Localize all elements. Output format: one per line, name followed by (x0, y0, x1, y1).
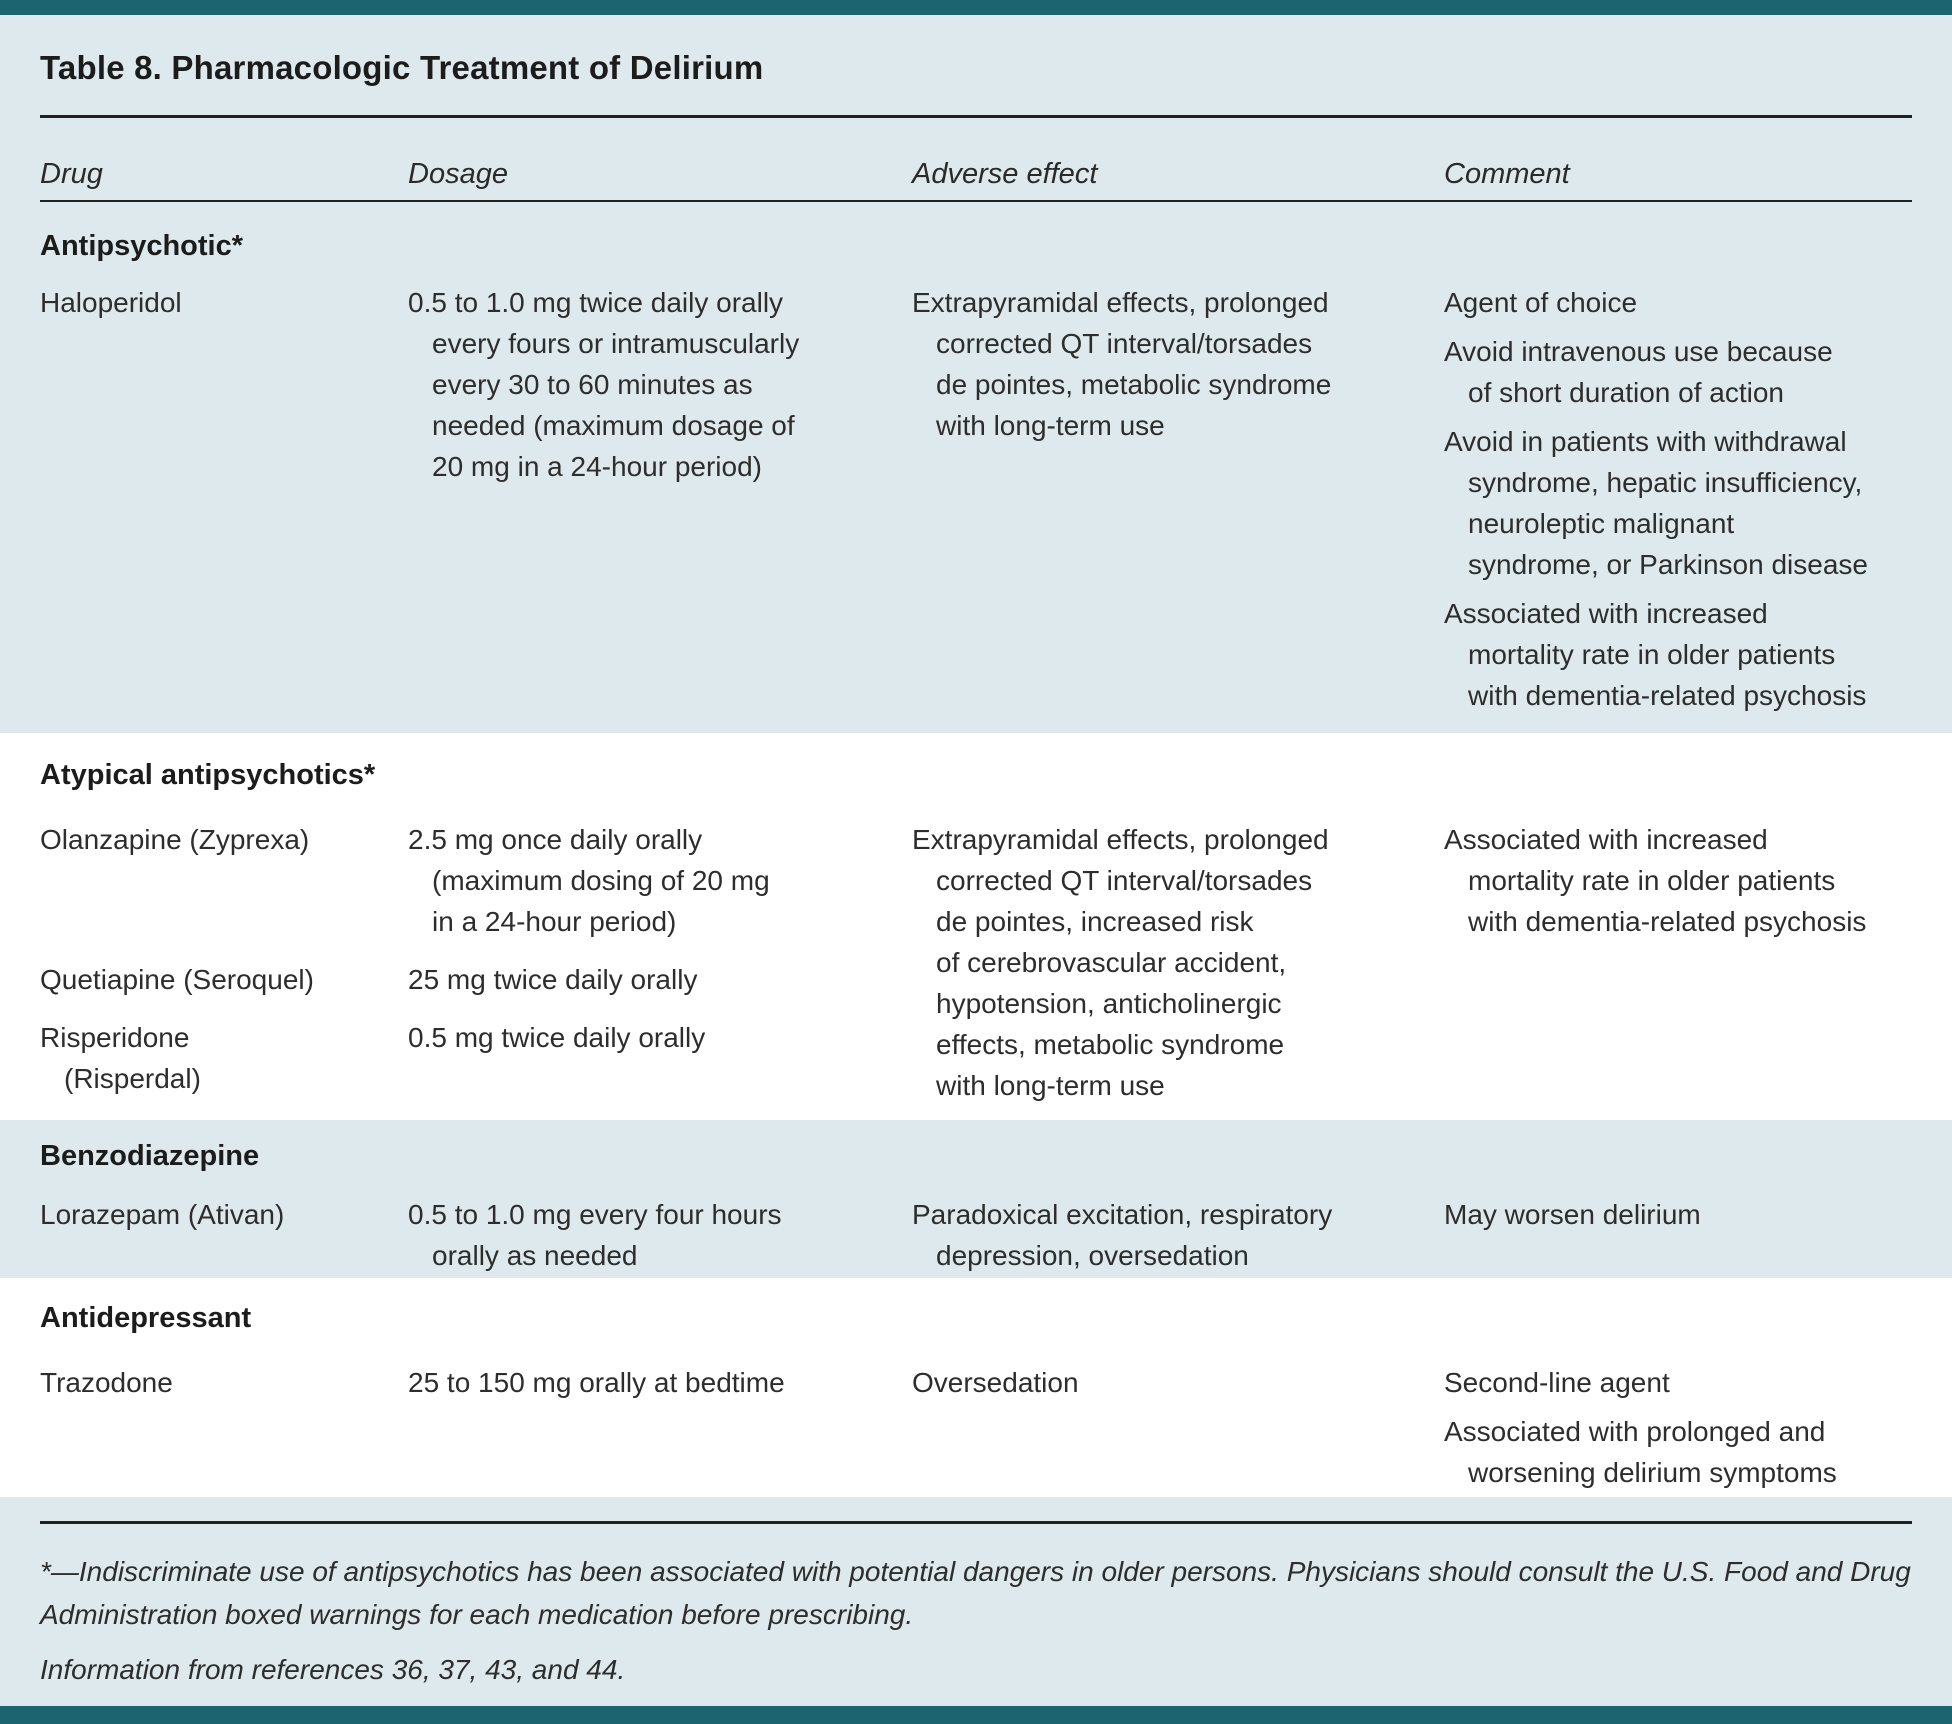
dosage-cell: 0.5 to 1.0 mg every four hours orally as needed (408, 1199, 782, 1271)
adverse-effect-cell: Extrapyramidal effects, prolonged corrected QT interval/torsades de pointes, metabolic syndrome with long-term use (912, 287, 1332, 441)
drug-cell: Quetiapine (Seroquel) (40, 964, 314, 995)
comment-item: Associated with prolonged and worsening delirium symptoms (1444, 1416, 1837, 1488)
adverse-effect-cell: Extrapyramidal effects, prolonged corrected QT interval/torsades de pointes, increased risk of cerebrovascular accident, hypotension, anticholinergic effects, metabolic syndrome with long-term use (912, 824, 1329, 1101)
table-row (40, 1194, 1912, 1276)
footnotes (40, 1550, 1912, 1691)
column-header-row (40, 158, 1912, 190)
drug-cell: Lorazepam (Ativan) (40, 1199, 285, 1230)
col-header-adverse-effect: Adverse effect (912, 158, 1098, 190)
section-atypical-antipsychotics (0, 733, 1952, 1120)
dosage-cell: 25 to 150 mg orally at bedtime (408, 1367, 785, 1398)
table-row (40, 1362, 1912, 1493)
dosage-cell: 25 mg twice daily orally (408, 964, 698, 995)
col-header-comment: Comment (1444, 158, 1570, 190)
section-heading-benzodiazepine: Benzodiazepine (40, 1140, 260, 1172)
table-row-group (40, 819, 1912, 1106)
section-heading-atypical-antipsychotics: Atypical antipsychotics* (40, 759, 376, 791)
comment-item: Avoid intravenous use because of short duration of action (1444, 336, 1833, 408)
col-header-drug: Drug (40, 158, 103, 190)
col-header-dosage: Dosage (408, 158, 508, 190)
section-antidepressant (0, 1278, 1952, 1497)
comment-cell (1444, 1362, 1912, 1493)
drug-cell: Risperidone (Risperdal) (40, 1022, 201, 1094)
drug-cell: Haloperidol (40, 287, 182, 318)
footnote-rule (40, 1521, 1912, 1524)
section-benzodiazepine (0, 1120, 1952, 1278)
comment-cell (1444, 819, 1912, 1106)
footnote-source: Information from references 36, 37, 43, and 44. (40, 1654, 626, 1685)
drug-cell: Trazodone (40, 1367, 173, 1398)
dosage-cell: 0.5 mg twice daily orally (408, 1022, 706, 1053)
table-title: Table 8. Pharmacologic Treatment of Delirium (40, 49, 764, 86)
bottom-accent-bar (0, 1706, 1952, 1724)
section-antipsychotic (0, 15, 1952, 733)
adverse-effect-cell: Paradoxical excitation, respiratory depression, oversedation (912, 1199, 1333, 1271)
footnote-asterisk: *—Indiscriminate use of antipsychotics has been associated with potential dangers in older persons. Physicians should consult the U.S. Food and Drug Administration boxed warnings for each medication before prescribing. (40, 1556, 1911, 1630)
adverse-effect-cell: Oversedation (912, 1367, 1079, 1398)
comment-cell (1444, 282, 1912, 716)
comment-item: Second-line agent (1444, 1367, 1670, 1398)
dosage-cell: 2.5 mg once daily orally (maximum dosing of 20 mg in a 24-hour period) (408, 824, 770, 937)
top-accent-bar (0, 0, 1952, 15)
section-heading-antidepressant: Antidepressant (40, 1302, 252, 1334)
dosage-cell: 0.5 to 1.0 mg twice daily orally every fours or intramuscularly every 30 to 60 minutes as needed (maximum dosage of 20 mg in a 24-hour period) (408, 287, 800, 482)
footnote-section (0, 1497, 1952, 1706)
comment-item: Agent of choice (1444, 287, 1638, 318)
comment-item: Associated with increased mortality rate in older patients with dementia-related psychosis (1444, 598, 1867, 711)
drug-cell: Olanzapine (Zyprexa) (40, 824, 310, 855)
comment-item: Avoid in patients with withdrawal syndrome, hepatic insufficiency, neuroleptic malignant syndrome, or Parkinson disease (1444, 426, 1868, 580)
title-rule (40, 115, 1912, 118)
header-rule (40, 200, 1912, 202)
section-heading-antipsychotic: Antipsychotic* (40, 230, 244, 262)
comment-cell (1444, 1194, 1912, 1276)
table-row (40, 282, 1912, 716)
comment-item: Associated with increased mortality rate in older patients with dementia-related psychosis (1444, 824, 1867, 937)
comment-item: May worsen delirium (1444, 1199, 1701, 1230)
